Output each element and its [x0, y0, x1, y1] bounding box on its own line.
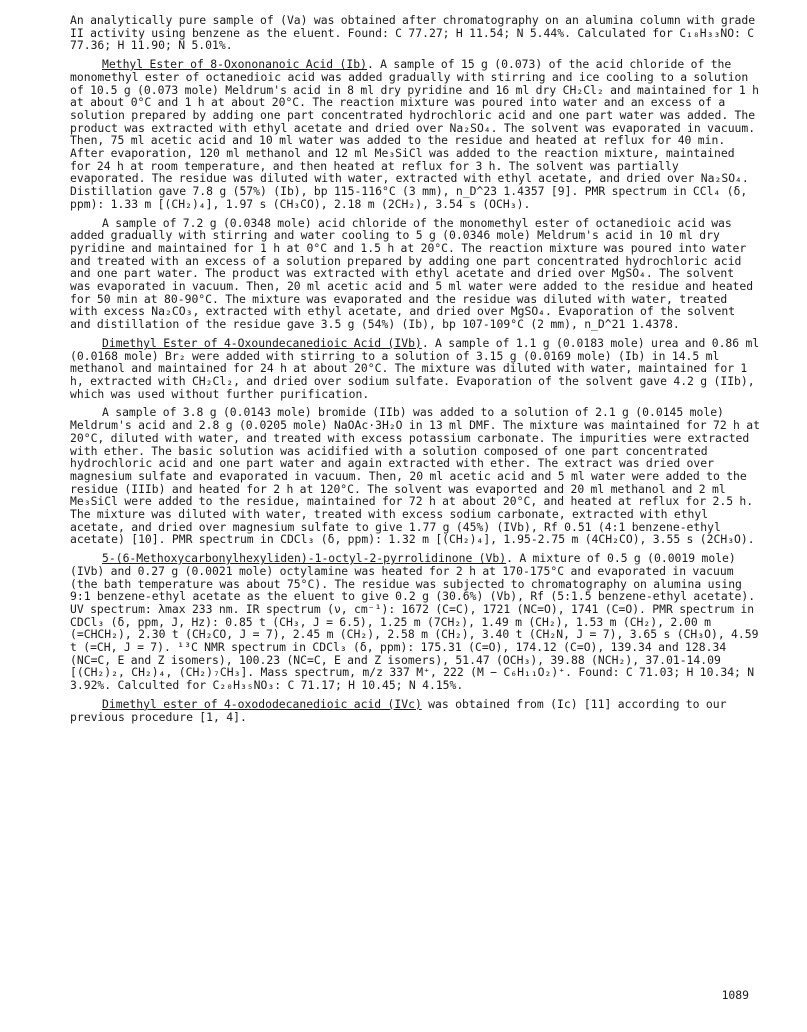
paragraph-vb-synthesis: [70, 552, 760, 692]
paragraph-ib-alternative: [70, 217, 760, 331]
paragraph-text: A sample of 7.2 g (0.0348 mole) acid chloride of the monomethyl ester of octanedioic acid was added gradually with stirring and water cooling to 5 g (0.0346 mole) Meldrum's acid in 10 ml dry pyridine and maintained for 1 h at 0°C and 1.5 h at 20°C. The reaction mixture was poured into water and treated with an excess of a solution prepared by adding one part concentrated hydrochloric acid and one part water. The product was extracted with ethyl acetate and dried over MgSO₄. The solvent was evaporated in vacuum. Then, 20 ml acetic acid and 5 ml water were added to the residue and heated for 50 min at 80-90°C. The mixture was evaporated and the residue was diluted with water, treated with excess Na₂CO₃, extracted with ethyl acetate, and dried over MgSO₄. Evaporation of the solvent and distillation of the residue gave 3.5 g (54%) (Ib), bp 107-109°C (2 mm), n_D^21 1.4378.: [70, 215, 754, 332]
paragraph-text: A sample of 3.8 g (0.0143 mole) bromide (IIb) was added to a solution of 2.1 g (0.0145 mole) Meldrum's acid and 2.8 g (0.0205 mole) NaOAc·3H₂O in 13 ml DMF. The mixture was maintained for 72 h at 20°C, diluted with water, and treated with excess potassium carbonate. The impurities were extracted with ether. The basic solution was acidified with a solution composed of one part concentrated hydrochloric acid and one part water and again extracted with ether. The extract was dried over magnesium sulfate and evaporated in vacuum. Then, 20 ml acetic acid and 5 ml water were added to the residue (IIIb) and heated for 2 h at 120°C. The solvent was evaported and 20 ml methanol and 2 ml Me₃SiCl were added to the residue, maintained for 72 h at about 20°C, and heated at reflux for 2.5 h. The mixture was diluted with water, treated with excess sodium carbonate, extracted with ethyl acetate, and dried over magnesium sulfate to give 1.77 g (45%) (IVb), Rf 0.51 (4:1 benzene-ethyl acetate) [10]. PMR spectrum in CDCl₃ (δ, ppm): 1.32 m [(CH₂)₄], 1.95-2.75 m (4CH₂CO), 3.55 s (2CH₃O).: [70, 405, 760, 547]
paragraph-va-analysis: [70, 14, 760, 52]
section-heading: Dimethyl ester of 4-oxododecanedioic acid (IVc): [102, 696, 422, 711]
paragraph-ivb-alkylation: [70, 406, 760, 546]
section-heading: Dimethyl Ester of 4-Oxoundecanedioic Acid (IVb): [102, 335, 422, 350]
paragraph-text: was obtained from (Ic) [11] according to our previous procedure [1, 4].: [70, 696, 727, 724]
paragraph-text: . A sample of 1.1 g (0.0183 mole) urea and 0.86 ml (0.0168 mole) Br₂ were added with stirring to a solution of 3.15 g (0.0169 mole) (Ib) in 14.5 ml methanol and maintained for 24 h at about 20°C. The mixture was diluted with water, maintained for 1 h, extracted with CH₂Cl₂, and dried over sodium sulfate. Evaporation of the solvent gave 4.2 g (IIb), which was used without further purification.: [70, 335, 760, 401]
section-heading: 5-(6-Methoxycarbonylhexyliden)-1-octyl-2-pyrrolidinone (Vb): [102, 551, 507, 566]
paragraph-text: . A sample of 15 g (0.073) of the acid chloride of the monomethyl ester of octanedioic acid was added gradually with stirring and ice cooling to a solution of 10.5 g (0.073 mole) Meldrum's acid in 8 ml dry pyridine and 16 ml dry CH₂Cl₂ and maintained for 1 h at about 0°C and 1 h at about 20°C. The reaction mixture was poured into water and an excess of a solution prepared by adding one part concentrated hydrochloric acid and one part water was added. The product was extracted with ethyl acetate and dried over Na₂SO₄. The solvent was evaporated in vacuum. Then, 75 ml acetic acid and 10 ml water was added to the residue and heated at reflux for 40 min. After evaporation, 120 ml methanol and 12 ml Me₃SiCl was added to the reaction mixture, maintained for 24 h at room temperature, and then heated at reflux for 3 h. The solvent was partially evaporated. The residue was diluted with water, extracted with ethyl acetate, and dried over Na₂SO₄. Distillation gave 7.8 g (57%) (Ib), bp 115-116°C (3 mm), n_D^23 1.4357 [9]. PMR spectrum in CCl₄ (δ, ppm): 1.33 m [(CH₂)₄], 1.97 s (CH₃CO), 2.18 m (2CH₂), 3.54 s (OCH₃).: [70, 57, 759, 211]
section-heading: Methyl Ester of 8-Oxononanoic Acid (Ib): [102, 57, 367, 72]
paper-body: [70, 14, 760, 729]
paragraph-text: . A mixture of 0.5 g (0.0019 mole) (IVb) and 0.27 g (0.0021 mole) octylamine was heated for 2 h at 170-175°C and evaporated in vacuum (the bath temperature was about 75°C). The residue was subjected to chromatography on alumina using 9:1 benzene-ethyl acetate as the eluent to give 0.2 g (30.6%) (Vb), Rf (5:1.5 benzene-ethyl acetate). UV spectrum: λmax 233 nm. IR spectrum (ν, cm⁻¹): 1672 (C=C), 1721 (NC=O), 1741 (C=O). PMR spectrum in CDCl₃ (δ, ppm, J, Hz): 0.85 t (CH₃, J = 6.5), 1.25 m (7CH₂), 1.49 m (CH₂), 1.53 m (CH₂), 2.00 m (=CHCH₂), 2.30 t (CH₂CO, J = 7), 2.45 m (CH₂), 2.58 m (CH₂), 3.40 t (CH₂N, J = 7), 3.65 s (CH₃O), 4.59 t (=CH, J = 7). ¹³C NMR spectrum in CDCl₃ (δ, ppm): 175.31 (C=O), 174.12 (C=O), 139.34 and 128.34 (NC=C, E and Z isomers), 100.23 (NC=C, E and Z isomers), 51.47 (OCH₃), 39.88 (NCH₂), 37.01-14.09 [(CH₂)₂, CH₂)₄, (CH₂)₇CH₃]. Mass spectrum, m/z 337 M⁺, 222 (M − C₆H₁₁O₂)⁺. Found: C 71.03; H 10.34; N 3.92%. Calculted for C₂₀H₃₅NO₃: C 71.17; H 10.45; N 4.15%.: [70, 551, 759, 693]
paragraph-ib-synthesis: [70, 58, 760, 210]
paragraph-ivb-bromination: [70, 337, 760, 401]
page-number: 1089: [721, 988, 749, 1002]
paragraph-ivc: [70, 698, 760, 723]
paragraph-text: An analytically pure sample of (Va) was obtained after chromatography on an alumina column with grade II activity using benzene as the eluent. Found: C 77.27; H 11.54; N 5.44%. Calculated for C₁₈H₃₃NO: C 77.36; H 11.90; N 5.01%.: [70, 13, 756, 53]
